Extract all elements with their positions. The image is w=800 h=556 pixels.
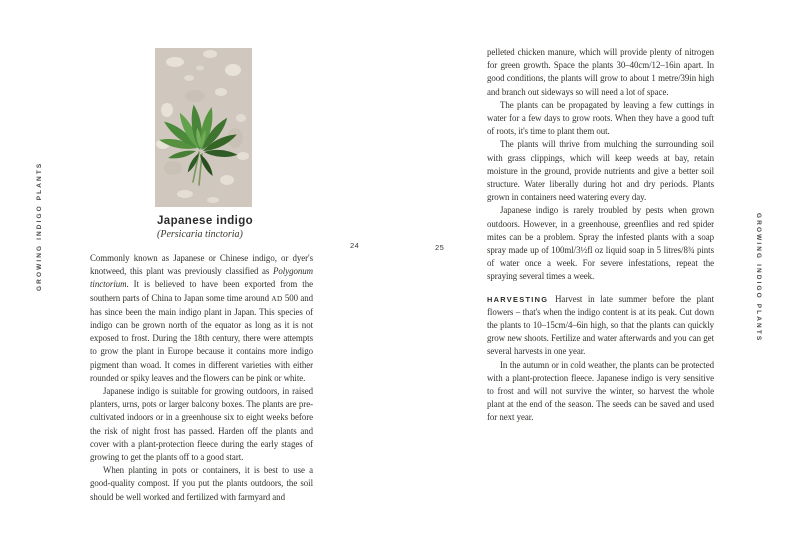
- indigo-leaves-illustration: [155, 48, 252, 207]
- paragraph: [487, 46, 714, 99]
- plant-title-block: [157, 215, 337, 241]
- running-head-right: GROWING INDIGO PLANTS: [755, 213, 762, 343]
- text-segment: AD: [271, 294, 283, 303]
- paragraph: [487, 204, 714, 283]
- text-segment: Polygonum tinctorium: [90, 266, 313, 290]
- text-segment: The plants will thrive from mulching the surrounding soil with grass clippings, which will keep weeds at bay, retain moisture in the ground, provide nutrients and give a better soil structure. Water liberally during hot and dry periods. Plants grown in containers need watering every day.: [487, 139, 714, 203]
- page-number-left: 24: [350, 241, 360, 250]
- text-segment: pelleted chicken manure, which will provide plenty of nitrogen for green growth. Space the plants 30–40cm/12–16in apart. In good conditions, the plants will grow to about 1 metre/39in high and branch out sideways so will need a lot of space.: [487, 47, 714, 97]
- paragraph: [487, 359, 714, 425]
- text-segment: The plants can be propagated by leaving a few cuttings in water for a few days to grow roots. When they have a good tuft of roots, it's time to plant them out.: [487, 99, 714, 137]
- text-segment: When planting in pots or containers, it is best to use a good-quality compost. If you put the plants outdoors, the soil should be well worked and fertilized with farmyard and: [90, 465, 313, 502]
- plant-title: Japanese indigo: [157, 215, 254, 227]
- text-segment: In the autumn or in cold weather, the plants can be protected with a plant-protection fleece. Japanese indigo is very sensitive to frost and will not survive the winter, so harvest the whole plant at the end of the season. The seeds can be saved and used for next year.: [487, 359, 714, 423]
- running-head-left: GROWING INDIGO PLANTS: [36, 161, 43, 291]
- indigo-leaves-photo: [155, 48, 252, 207]
- text-segment: Harvest in late summer before the plant flowers – that's when the indigo content is at its peak. Cut down the plants to 10–15cm/4–6in high, so that the plants can quickly grow new shoots. Fertilize and water afterwards and you can get several harvests in one year.: [487, 293, 714, 357]
- text-segment: 500 and has since been the main indigo plant in Japan. This species of indigo can be grown north of the equator as long as it is not exposed to frost. During the 18th century, there were attempts to grow the plant in Europe because it contains more indigo pigment than woad. It comes in different varieties with either rounded or spiky leaves and the flowers can be pink or white.: [90, 292, 313, 383]
- paragraph: [90, 385, 313, 464]
- paragraph: [90, 252, 313, 385]
- text-segment: Commonly known as Japanese or Chinese indigo, or dyer's knotweed, this plant was previously classified as: [90, 253, 313, 277]
- paragraph: [487, 99, 714, 139]
- paragraph: [90, 464, 313, 504]
- right-page-body: [487, 46, 714, 425]
- paragraph: [487, 138, 714, 204]
- text-segment: . It is believed to have been exported from the southern parts of China to Japan some time around: [90, 279, 313, 303]
- page-number-right: 25: [435, 243, 445, 252]
- text-segment: Japanese indigo is rarely troubled by pests when grown outdoors. However, in a greenhouse, greenflies and red spider mites can be a problem. Spray the infested plants with a soap spray made up of 100ml/3½fl oz liquid soap in 5 litres/8¾ pints of water once a week. For severe infestations, repeat the spraying several times a week.: [487, 205, 714, 282]
- section-label: HARVESTING: [487, 294, 556, 304]
- text-segment: Japanese indigo is suitable for growing outdoors, in raised planters, urns, pots or larger balcony boxes. The plants are pre-cultivated indoors or in a greenhouse six to eight weeks before the risk of night frost has passed. Harden off the plants and cover with a plant-protection fleece during the early stages of growing to get the plants off to a good start.: [90, 386, 313, 463]
- left-page-body: [90, 252, 313, 504]
- plant-latin-name: (Persicaria tinctoria): [157, 229, 243, 240]
- paragraph: [487, 293, 714, 359]
